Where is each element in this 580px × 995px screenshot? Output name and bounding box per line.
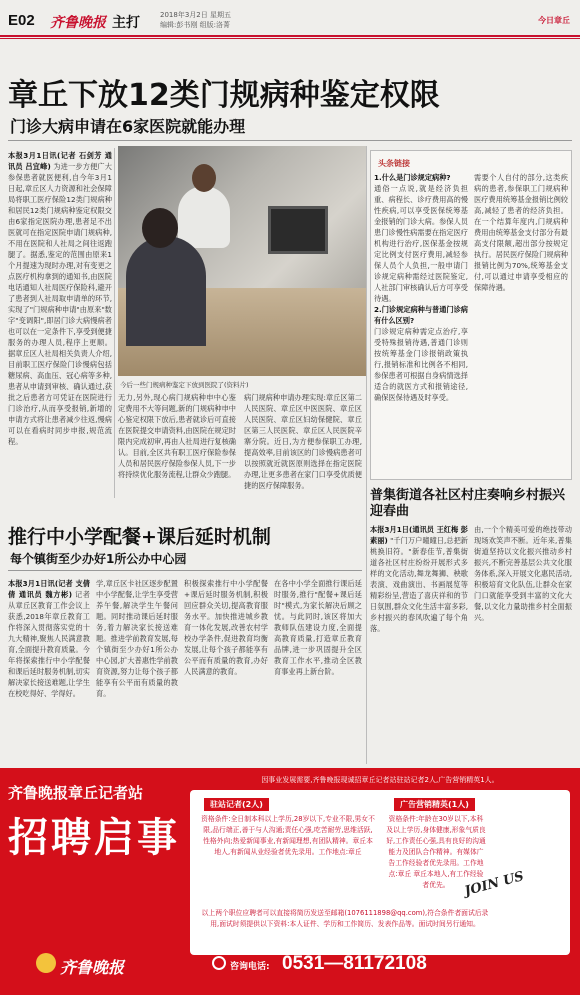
photo-caption: 今后一些门规病种鉴定下放到医院了(资料片) [120, 381, 249, 389]
lead-photo [118, 146, 366, 376]
photo-patient [126, 236, 206, 346]
ad-phone-label: 咨询电话: [230, 962, 270, 972]
ad-title-line-1: 齐鲁晚报章丘记者站 [8, 784, 144, 802]
story3-column-3: 积极探索推行中小学配餐+课后延时服务机制,积极回应群众关切,提高教育服务水平。加快推进城乡教育一体化发展,改善农村学校办学条件,促进教育均衡发展,让每个孩子都能享有公平而有质量的教育,办好人民满意的教育。 [184, 579, 268, 676]
photo-patient-head [142, 208, 178, 248]
related-links-column-2: 需要个人自付的部分,这类疾病的患者,参保职工门规病种医疗费用统筹基金报销比例较高,减轻了患者的经济负担。在一个结算年度内,门规病种费用由统筹基金支付部分有最高支付限额,超出部分按规定执行。居民医疗保险门规病种报销比例为70%,统筹基金支付,可以通过申请享受相应的保障待遇。 [474, 173, 568, 292]
header-divider-thin [0, 38, 580, 39]
ad-application-info: 以上两个职位应聘者可以直接将简历发送至邮箱(1076111898@qq.com),符合条件者面试后录用,面试时须提供以下资料:本人证件、学历和工作简历、发表作品等。面试时间另行通知。 [201, 909, 489, 928]
section-tag: 主打 [112, 15, 140, 31]
ad-logo-emblem [36, 953, 56, 973]
story3-divider [8, 570, 362, 571]
issue-date: 2018年3月2日 星期五 [160, 11, 231, 19]
story3-byline: 本报3月1日讯(记者 支倩 倩 通讯员 魏方彬) [8, 579, 90, 599]
story2-body-1: "千门万户曈曈日,总把新桃换旧符。"新春佳节,普集街道各社区村庄纷纷开展形式多样的文化活动,舞龙舞狮、秧歌表演、戏曲演出、书画展览等精彩纷呈,营造了喜庆祥和的节日氛围,群众文化生活丰富多彩,乡村振兴的春风吹遍了每个角落。 [370, 536, 468, 633]
question-1: 1.什么是门诊规定病种? [374, 173, 451, 182]
header-divider [0, 35, 580, 37]
lead-column-1 [8, 150, 112, 500]
join-us-handwriting: JOIN US [462, 869, 526, 900]
story2-column-1 [370, 524, 468, 764]
section-number: E02 [8, 12, 35, 29]
lead-column-2: 无力,另外,现心病门规病种申中心鉴定费用不大等问题,新的门规病种申中心鉴定权限下放后,患者就诊后可直接在医院提交申请资料,由医院在规定时限内完成初审,再由人社局进行复核确认。目前,全区共有职工医疗保险参保人员和居民医疗保险参保人员,下一步将持续优化服务流程,让群众少跑腿。 [118, 393, 236, 479]
right-column-divider [366, 146, 367, 764]
story3-column-1 [8, 578, 90, 764]
issue-meta [160, 10, 231, 30]
lead-byline: 本报3月1日讯(记者 石剑芳 通讯员 吕宜峰) [8, 151, 112, 171]
newspaper-logo: 齐鲁晚报 [50, 15, 106, 31]
ad-phone-number: 0531—81172108 [282, 953, 427, 974]
ad-position-1-badge: 驻站记者(2人) [204, 798, 269, 811]
ad-position-1-requirements: 资格条件:全日制本科以上学历,28岁以下,专业不限,男女不限,品行端正,善于与人沟通;责任心强,吃苦耐劳,思维活跃,性格外向;热爱新闻事业,有新闻理想,有团队精神。章丘本地人,有新闻从业经验者优先录用。工作地点:章丘 [201, 815, 375, 856]
story3-column-4: 在各中小学全面推行课后延时服务,推行"配餐+课后延时"模式,为家长解决后顾之忧。与此同时,该区将加大教师队伍建设力度,全面提高教育质量,打造章丘教育品牌,进一步巩固提升全区教育工作水平,推动全区教育事业再上新台阶。 [274, 579, 362, 676]
photo-computer [268, 206, 328, 254]
story3-headline: 推行中小学配餐+课后延时机制 [8, 526, 271, 548]
lead-headline: 章丘下放12类门规病种鉴定权限 [8, 78, 440, 113]
story3-body-1: 记者从章丘区教育工作会议上获悉,2018年章丘教育工作将深入贯彻落实党的十九大精神,聚焦人民满意教育,全面提升教育质量。今年将探索推行中小学配餐和课后延时服务机制,切实解决家长接送难题,让学生在校吃得好、学得好。 [8, 590, 90, 698]
answer-2: 门诊规定病种需定点治疗,享受特殊报销待遇,普通门诊则按统筹基金门诊报销政策执行,报销标准和比例各不相同,参保患者可根据自身病情选择适合的就医方式和报销途径,确保医保待遇及时享受。 [374, 327, 468, 402]
phone-icon [212, 956, 226, 970]
story3-column-2: 学,章丘区卡社区逐步配置中小学配餐,让学生享受营养午餐,解决学生午餐问题。同时推动课后延时服务,着力解决家长接送难题。推进学前教育发展,每个镇街至少办好1所公办中心园,扩大普惠性学前教育资源,努力让每个孩子都能享有公平而有质量的教育。 [96, 579, 178, 698]
issue-editors: 编辑:彭书刚 组版:洛菁 [160, 21, 230, 29]
answer-1: 通俗一点说,就是经济负担重、病程长、诊疗费用高的慢性疾病,可以享受医保统筹基金报销的门诊大病。参保人员患门诊慢性病需要在指定医疗机构进行治疗,医保基金按规定比例支付医疗费用,减轻参保人员个人负担,一般申请门诊规定病种需经过医院鉴定,人社部门审核确认后方可享受待遇。 [374, 184, 468, 303]
lead-divider [8, 140, 572, 141]
related-links-label: 头条链接 [378, 159, 410, 168]
ad-position-2-badge: 广告营销精英(1人) [394, 798, 475, 811]
ad-title-line-2: 招聘启事 [8, 815, 180, 861]
lead-body-2: 据章丘区人社局相关负责人介绍,目前职工医疗保险门诊慢病包括糖尿病、高血压、冠心病等多种,患者从申请到审核、确认通过,获批之后患者方可凭证在医院进行门诊治疗,从而享受报销,新增的申请方式将让患者减少往返,慢病可以在看病时同步申报,规范流程。 [8, 349, 112, 446]
question-2: 2.门诊规定病种与普通门诊病有什么区别? [374, 305, 468, 325]
lead-body-1: 为进一步方便广大参保患者就医便利,自今年3月1日起,章丘区人力资源和社会保障局将职工医疗保险12类门规病种和居民12类门规病种鉴定权限交由6家指定医院办理,患者足不出医就可在指定医院申请门规病种,不用在医院和人社局之间往返跑腿了。据悉,鉴定的范围由原来1个月提速为现时办理,对有变更之点医疗机构拿到的通知书,由医院电话通知人社局医疗保险科,避开了患者到人社局取申请单的环节,实现了"门规病种申请"由原来"数字"变调阳",即居门诊大病慢病者也可以在一定条件下,享受到便捷服务的办理人员,程序上更顺。 [8, 162, 112, 347]
story2-column-2: 由,一个个精美可爱的绝技带动现场欢笑声不断。近年来,普集街道坚持以文化振兴推动乡村振兴,不断完善基层公共文化服务体系,深入开展文化惠民活动,积极培育文化队伍,让群众在家门口就能享受到丰富的文化大餐,以文化力量助推乡村全面振兴。 [474, 525, 572, 622]
ad-logo: 齐鲁晚报 [60, 958, 125, 977]
photo-doctor [178, 186, 230, 248]
ad-position-2-requirements: 资格条件:年龄在30岁以下,本科及以上学历,身体健康,形象气质良好,工作责任心强,具有良好的沟通能力及团队合作精神。有媒体广告工作经验者优先录用。工作地点:章丘 章丘本地人,有工作经验者优先。 [386, 815, 486, 889]
story2-byline: 本报3月1日(通讯员 王红梅 彭素丽) [370, 525, 468, 545]
story2-headline: 普集街道各社区村庄奏响乡村振兴迎春曲 [370, 488, 566, 519]
column-divider [114, 148, 115, 498]
edition-label: 今日章丘 [538, 16, 570, 25]
lead-column-3: 病门规病种申请办理实现:章丘区第二人民医院、章丘区中医医院、章丘区人民医院、章丘区妇幼保健院、章丘区第三人民医院、章丘区人民医院辛寨分院。近日,为方便参保职工办理,提高效率,目前该区的门诊慢病患者可以按照就近就医原则选择在指定医院办理,让更多患者在家门口享受优质便捷的医疗保障服务。 [244, 393, 362, 490]
story3-subhead: 每个镇街至少办好1所公办中心园 [10, 552, 187, 566]
related-links-column-1 [374, 172, 468, 472]
lead-subhead: 门诊大病申请在6家医院就能办理 [10, 117, 246, 136]
photo-doctor-head [192, 164, 216, 192]
ad-intro: 因事业发展需要,齐鲁晚报现诚招章丘记者站驻站记者2人,广告营销精英1人。 [261, 776, 499, 784]
